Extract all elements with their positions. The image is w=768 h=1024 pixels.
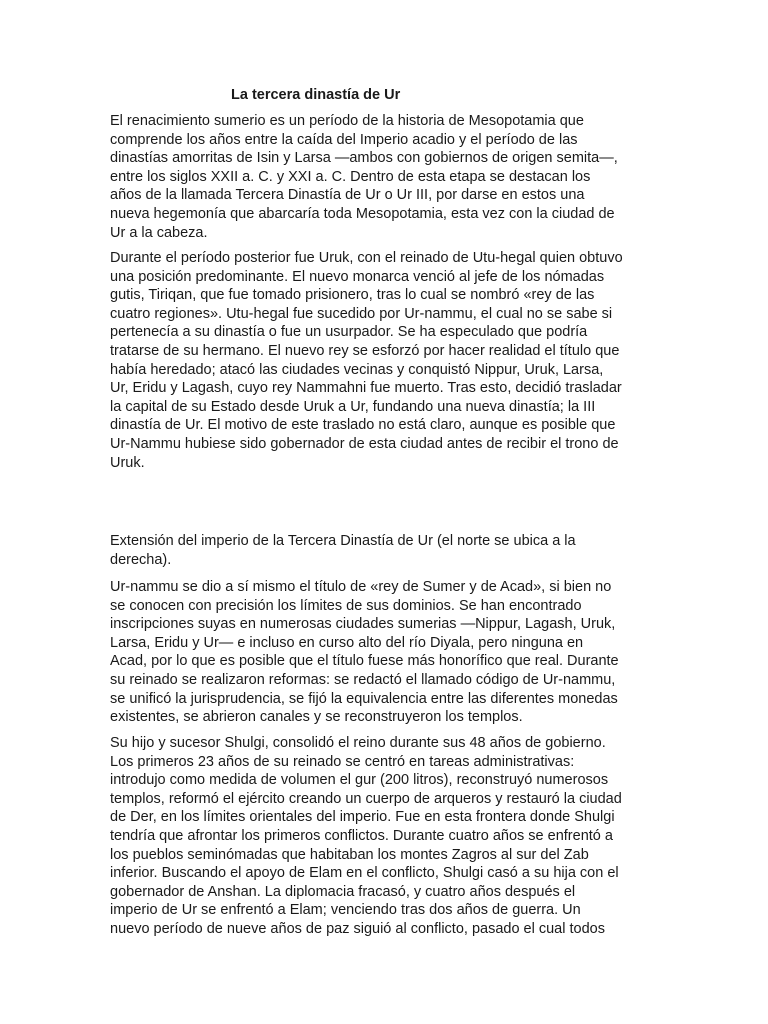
- paragraph-line: se conocen con precisión los límites de sus dominios. Se han encontrado: [110, 597, 582, 614]
- paragraph-line: entre los siglos XXII a. C. y XXI a. C. Dentro de esta etapa se destacan los: [110, 168, 591, 185]
- paragraph-line: derecha).: [110, 551, 172, 568]
- paragraph-line: nuevo período de nueve años de paz siguió al conflicto, pasado el cual todos: [110, 920, 605, 937]
- paragraph-line: Su hijo y sucesor Shulgi, consolidó el reino durante sus 48 años de gobierno.: [110, 735, 606, 751]
- paragraph-shulgi: [110, 734, 665, 939]
- paragraph-line: imperio de Ur se enfrentó a Elam; venciendo tras dos años de guerra. Un: [110, 902, 581, 919]
- paragraph-line: comprende los años entre la caída del Imperio acadio y el período de las: [110, 131, 578, 148]
- paragraph-line: se unificó la jurisprudencia, se fijó la equivalencia entre las diferentes monedas: [110, 690, 618, 707]
- paragraph-line: inferior. Buscando el apoyo de Elam en el conflicto, Shulgi casó a su hija con el: [110, 865, 619, 882]
- paragraph-line: cuatro regiones». Utu-hegal fue sucedido por Ur-nammu, el cual no se sabe si: [110, 305, 613, 322]
- paragraph-line: nueva hegemonía que abarcaría toda Mesopotamia, esta vez con la ciudad de: [110, 205, 615, 222]
- paragraph-line: los pueblos seminómadas que habitaban los montes Zagros al sur del Zab: [110, 846, 589, 863]
- paragraph-line: Larsa, Eridu y Ur— e incluso en curso alto del río Diyala, pero ninguna en: [110, 634, 584, 651]
- paragraph-extension-imperio: [110, 532, 665, 569]
- paragraph-line: Extensión del imperio de la Tercera Dinastía de Ur (el norte se ubica a la: [110, 533, 576, 549]
- paragraph-line: inscripciones suyas en numerosas ciudades sumerias —Nippur, Lagash, Uruk,: [110, 616, 616, 633]
- paragraph-line: Ur, Eridu y Lagash, cuyo rey Nammahni fue muerto. Tras esto, decidió trasladar: [110, 380, 622, 397]
- paragraph-line: una posición predominante. El nuevo monarca venció al jefe de los nómadas: [110, 268, 605, 285]
- paragraph-line: tratarse de su hermano. El nuevo rey se esforzó por hacer realidad el título que: [110, 342, 620, 359]
- paragraph-line: gobernador de Anshan. La diplomacia fracasó, y cuatro años después el: [110, 883, 576, 900]
- paragraph-line: tendría que afrontar los primeros conflictos. Durante cuatro años se enfrentó a: [110, 827, 613, 844]
- paragraph-line: dinastía de Ur. El motivo de este traslado no está claro, aunque es posible que: [110, 417, 616, 434]
- paragraph-line: pertenecía a su dinastía o fue un usurpador. Se ha especulado que podría: [110, 324, 588, 341]
- paragraph-line: de Der, en los límites orientales del imperio. Fue en esta frontera donde Shulgi: [110, 809, 615, 826]
- paragraph-renacimiento-sumerio: [110, 112, 665, 242]
- paragraph-line: su reinado se realizaron reformas: se redactó el llamado código de Ur-nammu,: [110, 671, 616, 688]
- paragraph-line: Ur a la cabeza.: [110, 224, 208, 241]
- paragraph-line: la capital de su Estado desde Uruk a Ur, fundando una nueva dinastía; la III: [110, 398, 596, 415]
- paragraph-line: Acad, por lo que es posible que el título fuese más honorífico que real. Durante: [110, 653, 619, 670]
- paragraph-line: existentes, se abrieron canales y se reconstruyeron los templos.: [110, 709, 523, 726]
- paragraph-line: Los primeros 23 años de su reinado se centró en tareas administrativas:: [110, 753, 575, 770]
- paragraph-line: Durante el período posterior fue Uruk, con el reinado de Utu-hegal quien obtuvo: [110, 250, 623, 266]
- paragraph-periodo-posterior: [110, 249, 665, 472]
- paragraph-line: templos, reformó el ejército creando un cuerpo de arqueros y restauró la ciudad: [110, 790, 622, 807]
- paragraph-line: Ur-Nammu hubiese sido gobernador de esta ciudad antes de recibir el trono de: [110, 435, 619, 452]
- paragraph-line: Uruk.: [110, 454, 145, 471]
- document-title: La tercera dinastía de Ur: [231, 87, 401, 103]
- paragraph-line: Ur-nammu se dio a sí mismo el título de «rey de Sumer y de Acad», si bien no: [110, 579, 612, 595]
- paragraph-line: había heredado; atacó las ciudades vecinas y conquistó Nippur, Uruk, Larsa,: [110, 361, 604, 378]
- paragraph-line: gutis, Tiriqan, que fue tomado prisionero, tras lo cual se nombró «rey de las: [110, 287, 595, 304]
- paragraph-line: años de la llamada Tercera Dinastía de Ur o Ur III, por darse en estos una: [110, 187, 585, 204]
- paragraph-line: dinastías amorritas de Isin y Larsa —ambos con gobiernos de origen semita—,: [110, 150, 618, 167]
- paragraph-ur-nammu: [110, 578, 665, 727]
- paragraph-line: introdujo como medida de volumen el gur (200 litros), reconstruyó numerosos: [110, 772, 609, 789]
- paragraph-line: El renacimiento sumerio es un período de la historia de Mesopotamia que: [110, 113, 584, 129]
